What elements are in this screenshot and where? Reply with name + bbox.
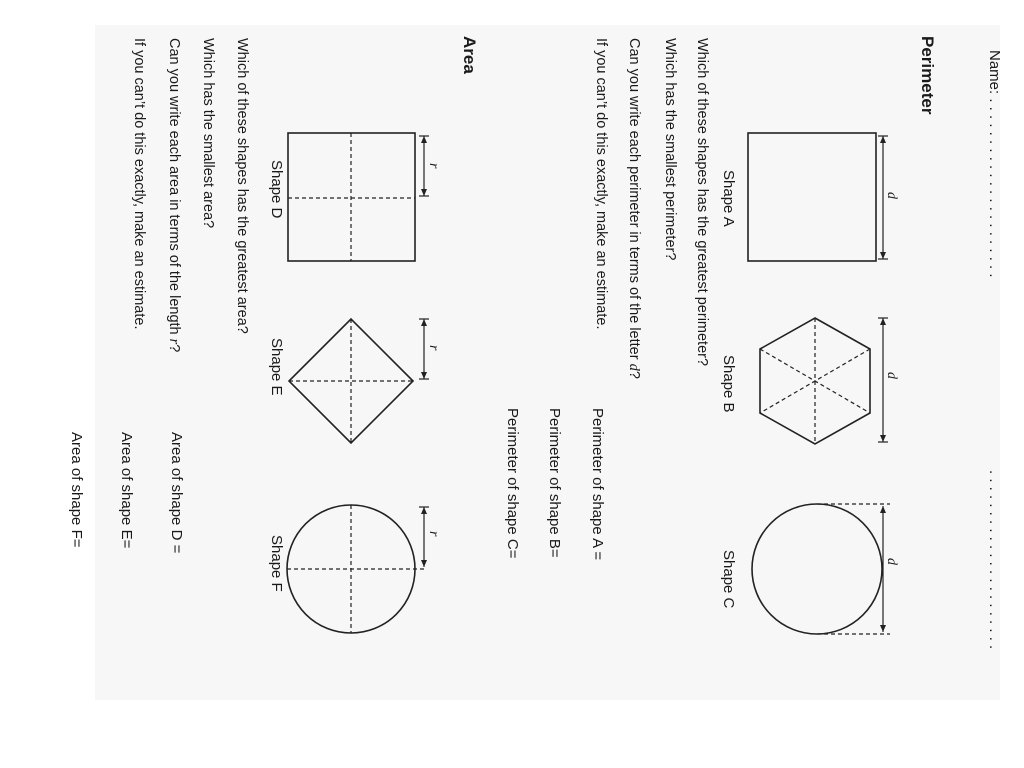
area-answer-f: Area of shape F= [68,432,85,548]
name-line-continuation: . . . . . . . . . . . . . . . . . . . . . . [986,470,1003,650]
area-question-4: If you can’t do this exactly, make an estimate. [131,38,147,330]
shape-d-label: Shape D [268,160,285,219]
shape-c-dim-label: d [884,558,899,565]
shape-a-dim-label: d [884,192,899,199]
area-answer-e: Area of shape E= [118,432,135,549]
shape-e-dim-label: r [426,345,441,351]
name-line: Name: . . . . . . . . . . . . . . . . . . . . . . [986,50,1003,278]
shape-f-label: Shape F [268,535,285,592]
area-heading: Area [460,36,479,74]
perimeter-question-4: If you can’t do this exactly, make an estimate. [593,38,609,330]
perimeter-question-3: Can you write each perimeter in terms of the letter d? [626,38,642,379]
perimeter-question-1: Which of these shapes has the greatest perimeter? [694,38,710,367]
page-background [95,25,1000,700]
perimeter-answer-c: Perimeter of shape C= [504,408,521,559]
perimeter-heading: Perimeter [918,36,937,115]
shape-f-dim-label: r [426,531,441,537]
shape-c-label: Shape C [720,550,737,609]
perimeter-question-2: Which has the smallest perimeter? [662,38,678,261]
shape-a-label: Shape A [720,170,737,227]
area-question-2: Which has the smallest area? [200,38,216,229]
area-question-1: Which of these shapes has the greatest area? [234,38,250,334]
shape-b-label: Shape B [720,355,737,413]
perimeter-answer-a: Perimeter of shape A = [589,408,606,561]
area-answer-d: Area of shape D = [168,432,185,554]
area-question-3: Can you write each area in terms of the length r? [166,38,182,353]
shape-b-dim-label: d [884,372,899,379]
shape-e-label: Shape E [268,338,285,396]
shape-d-dim-label: r [426,163,441,169]
perimeter-answer-b: Perimeter of shape B= [546,408,563,558]
